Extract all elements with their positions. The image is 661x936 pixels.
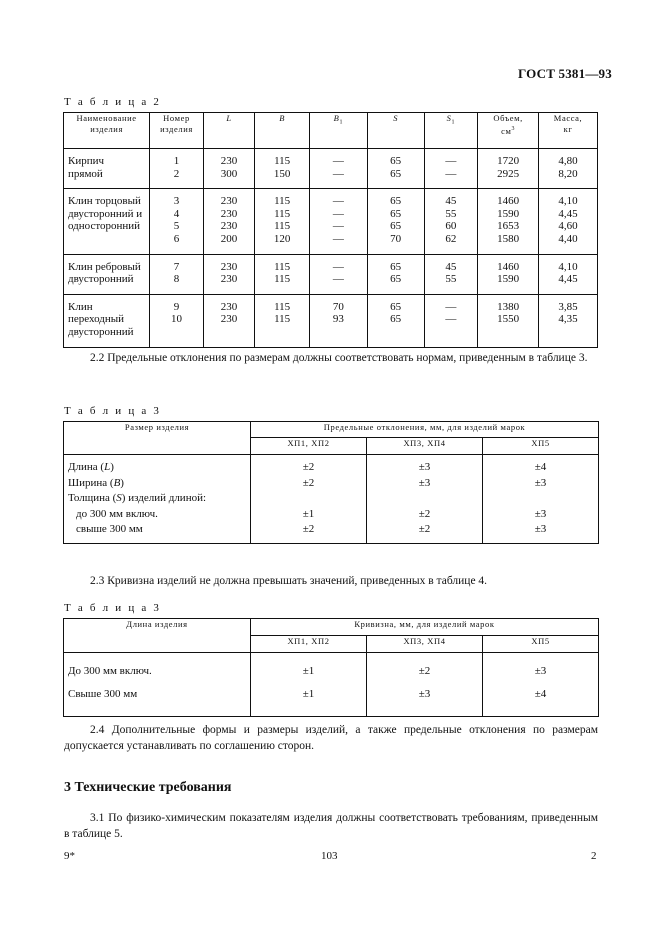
- product-name-line: Клин торцовый: [68, 195, 141, 208]
- cell-value: 2: [173, 167, 180, 180]
- cell-value: 1380: [497, 300, 520, 313]
- cell-value: 115: [274, 207, 291, 220]
- table2-header-row: [64, 113, 598, 149]
- cell-value: 62: [445, 232, 457, 245]
- cell-value: 45: [445, 260, 457, 273]
- table-row: [64, 294, 598, 347]
- size-labels: [64, 455, 251, 544]
- deviation-value: ±4: [534, 461, 547, 473]
- cell-value: 4,10: [558, 195, 578, 208]
- product-name-line: Клин: [68, 300, 93, 313]
- cell-value: 55: [445, 207, 457, 220]
- curvature-value: ±3: [418, 688, 431, 700]
- document-code: ГОСТ 5381—93: [518, 66, 612, 81]
- product-name-line: Клин ребровый: [68, 260, 141, 273]
- cell-value: 120: [273, 232, 291, 245]
- cell-value: 115: [274, 313, 291, 326]
- paragraph-2-2: 2.2 Предельные отклонения по размерам должны соответствовать нормам, приведенным в таблице 3.: [90, 352, 588, 364]
- cell-value: —: [332, 232, 344, 245]
- cell-value: 150: [273, 167, 291, 180]
- col-header-number: Номер изделия: [150, 113, 204, 149]
- table-cell: [478, 189, 539, 254]
- grade-header-3: ХП5: [483, 438, 599, 455]
- table-cell: [367, 254, 424, 294]
- cell-value: 230: [220, 313, 238, 326]
- footer-left-mark: 9*: [64, 850, 75, 862]
- col-header-mass: Масса, кг: [539, 113, 598, 149]
- cell-value: —: [332, 207, 344, 220]
- cell-value: 65: [390, 207, 402, 220]
- cell-value: 7: [173, 260, 180, 273]
- deviation-value: [251, 491, 366, 507]
- grade-header-2: ХП3, ХП4: [367, 636, 483, 653]
- cell-value: 1720: [497, 155, 520, 167]
- cell-value: 93: [332, 313, 344, 326]
- length-label: До 300 мм включ.: [68, 665, 152, 677]
- table-cell: [309, 189, 367, 254]
- table-cell: [424, 189, 478, 254]
- table-cell: [309, 294, 367, 347]
- table-cell: [424, 254, 478, 294]
- table-row: [64, 254, 598, 294]
- table-row: [64, 189, 598, 254]
- col-header-volume: Объем, $см^3$: [478, 113, 539, 149]
- cell-value: 1653: [497, 220, 520, 233]
- cell-value: —: [332, 260, 344, 273]
- cell-value: 115: [274, 155, 291, 167]
- col-header-length: Длина изделия: [126, 619, 188, 629]
- table3-caption: Т а б л и ц а 3: [64, 405, 162, 417]
- product-name: [64, 189, 150, 254]
- cell-value: 4,45: [558, 207, 578, 220]
- cell-value: 200: [220, 232, 238, 245]
- cell-value: 4,40: [558, 232, 578, 245]
- cell-value: 230: [220, 260, 238, 273]
- cell-value: 6: [173, 232, 180, 245]
- deviation-value: ±2: [302, 476, 315, 489]
- curvature-value: ±1: [302, 688, 315, 700]
- size-label: до 300 мм включ.: [76, 507, 158, 520]
- cell-value: 230: [220, 220, 238, 233]
- table-cell: [255, 294, 310, 347]
- table-cell: [309, 149, 367, 189]
- cell-value: 115: [274, 220, 291, 233]
- col-header-curvature: Кривизна, мм, для изделий марок: [251, 619, 599, 636]
- cell-value: —: [332, 167, 344, 180]
- curvature-cell: [251, 653, 367, 717]
- product-name-line: Кирпич: [68, 155, 105, 167]
- cell-value: 4: [173, 207, 180, 220]
- table3: [63, 421, 599, 544]
- cell-value: 1590: [497, 207, 520, 220]
- cell-value: —: [332, 155, 344, 167]
- cell-value: 65: [390, 260, 402, 273]
- table-cell: [539, 149, 598, 189]
- table4-caption: Т а б л и ц а 3: [64, 602, 162, 614]
- paragraph-3-1: 3.1 По физико-химическим показателям изделия должны соответствовать требованиям, приведенным в таблице 5.: [64, 812, 598, 840]
- cell-value: 65: [390, 155, 402, 167]
- cell-value: 65: [390, 273, 402, 286]
- cell-value: 9: [173, 300, 180, 313]
- table-cell: [309, 254, 367, 294]
- curvature-value: ±2: [418, 665, 431, 677]
- grade-header-1: ХП1, ХП2: [251, 636, 367, 653]
- cell-value: 45: [445, 195, 457, 208]
- cell-value: 4,80: [558, 155, 578, 167]
- length-label: Свыше 300 мм: [68, 688, 138, 700]
- cell-value: 4,35: [558, 313, 578, 326]
- cell-value: —: [445, 155, 457, 167]
- cell-value: 115: [274, 260, 291, 273]
- col-header-size: Размер изделия: [124, 422, 190, 432]
- table-cell: [478, 254, 539, 294]
- deviation-value: ±2: [302, 523, 315, 536]
- deviation-cell: [483, 455, 599, 544]
- cell-value: 1: [173, 155, 180, 167]
- cell-value: 1550: [497, 313, 520, 326]
- cell-value: 3: [173, 195, 180, 208]
- product-name-line: двусторонний: [68, 325, 134, 338]
- table-row: [64, 653, 599, 717]
- cell-value: 10: [170, 313, 182, 326]
- table-row: [64, 149, 598, 189]
- deviation-value: ±1: [302, 507, 315, 520]
- cell-value: 1460: [497, 195, 520, 208]
- table-cell: [150, 189, 204, 254]
- cell-value: 230: [220, 195, 238, 208]
- cell-value: 4,60: [558, 220, 578, 233]
- cell-value: 5: [173, 220, 180, 233]
- product-name: [64, 149, 150, 189]
- table-row: [64, 455, 599, 544]
- table-cell: [203, 294, 255, 347]
- deviation-value: ±2: [418, 507, 431, 520]
- col-header-L: L: [203, 113, 255, 149]
- col-header-S1: $S_1$: [424, 113, 478, 149]
- cell-value: 8: [173, 273, 180, 286]
- table-cell: [478, 149, 539, 189]
- curvature-value: ±1: [302, 665, 315, 677]
- product-name-line: двусторонний и: [68, 207, 143, 220]
- table-cell: [255, 189, 310, 254]
- size-label: Ширина (B): [68, 476, 124, 489]
- table-cell: [203, 254, 255, 294]
- table-cell: [539, 254, 598, 294]
- size-label: свыше 300 мм: [76, 523, 143, 536]
- table-cell: [367, 189, 424, 254]
- grade-header-2: ХП3, ХП4: [367, 438, 483, 455]
- product-name-line: прямой: [68, 167, 103, 180]
- table-cell: [150, 254, 204, 294]
- section-3-title: 3 Технические требования: [64, 780, 232, 795]
- length-labels: [64, 653, 251, 717]
- table4: [63, 618, 599, 717]
- product-name-line: односторонний: [68, 220, 141, 233]
- table-cell: [539, 189, 598, 254]
- cell-value: 65: [390, 313, 402, 326]
- deviation-value: ±3: [418, 476, 431, 489]
- deviation-cell: [251, 455, 367, 544]
- cell-value: 65: [390, 300, 402, 313]
- size-label: Толщина (S) изделий длиной:: [68, 492, 207, 505]
- table-cell: [424, 149, 478, 189]
- table-cell: [367, 149, 424, 189]
- cell-value: —: [445, 167, 457, 180]
- cell-value: 230: [220, 207, 238, 220]
- cell-value: 65: [390, 167, 402, 180]
- cell-value: —: [445, 300, 457, 313]
- deviation-value: ±3: [534, 523, 547, 536]
- cell-value: —: [332, 220, 344, 233]
- table-cell: [203, 149, 255, 189]
- curvature-value: ±4: [534, 688, 547, 700]
- cell-value: 1580: [497, 232, 520, 245]
- col-header-name: Наименование изделия: [76, 113, 137, 134]
- col-header-S: S: [367, 113, 424, 149]
- product-name-line: переходный: [68, 313, 125, 326]
- deviation-value: ±2: [418, 523, 431, 536]
- cell-value: 8,20: [558, 167, 578, 180]
- table-cell: [539, 294, 598, 347]
- deviation-value: ±3: [418, 461, 431, 473]
- cell-value: 3,85: [558, 300, 578, 313]
- col-header-B1: $B_1$: [309, 113, 367, 149]
- cell-value: 55: [445, 273, 457, 286]
- product-name: [64, 294, 150, 347]
- deviation-value: [483, 491, 598, 507]
- cell-value: 1460: [497, 260, 520, 273]
- cell-value: —: [332, 273, 344, 286]
- deviation-value: [367, 491, 482, 507]
- table2: [63, 112, 598, 348]
- grade-header-3: ХП5: [483, 636, 599, 653]
- curvature-cell: [483, 653, 599, 717]
- sheet-number: 2: [591, 850, 597, 862]
- page-number: 103: [321, 850, 338, 862]
- table-cell: [150, 149, 204, 189]
- table-cell: [150, 294, 204, 347]
- deviation-value: ±2: [302, 461, 315, 473]
- cell-value: —: [445, 313, 457, 326]
- cell-value: 230: [220, 155, 238, 167]
- curvature-cell: [367, 653, 483, 717]
- size-label: Длина (L): [68, 461, 114, 473]
- paragraph-2-4: 2.4 Дополнительные формы и размеры изделий, а также предельные отклонения по размерам допускается устанавливать по соглашению сторон.: [64, 724, 598, 752]
- cell-value: 70: [390, 232, 402, 245]
- cell-value: 2925: [497, 167, 520, 180]
- table-cell: [478, 294, 539, 347]
- col-header-B: B: [255, 113, 310, 149]
- product-name-line: двусторонний: [68, 273, 134, 286]
- product-name: [64, 254, 150, 294]
- deviation-value: ±3: [534, 507, 547, 520]
- col-header-deviations: Предельные отклонения, мм, для изделий марок: [251, 422, 599, 438]
- cell-value: 115: [274, 300, 291, 313]
- paragraph-2-3: 2.3 Кривизна изделий не должна превышать значений, приведенных в таблице 4.: [90, 575, 488, 587]
- table2-caption: Т а б л и ц а 2: [64, 96, 162, 108]
- cell-value: 300: [220, 167, 238, 180]
- table-cell: [367, 294, 424, 347]
- table-cell: [255, 149, 310, 189]
- cell-value: 65: [390, 195, 402, 208]
- grade-header-1: ХП1, ХП2: [251, 438, 367, 455]
- cell-value: 1590: [497, 273, 520, 286]
- table-cell: [424, 294, 478, 347]
- deviation-cell: [367, 455, 483, 544]
- cell-value: 115: [274, 195, 291, 208]
- cell-value: 4,45: [558, 273, 578, 286]
- cell-value: 60: [445, 220, 457, 233]
- table-cell: [203, 189, 255, 254]
- deviation-value: ±3: [534, 476, 547, 489]
- curvature-value: ±3: [534, 665, 547, 677]
- cell-value: 230: [220, 300, 238, 313]
- cell-value: 230: [220, 273, 238, 286]
- cell-value: 115: [274, 273, 291, 286]
- cell-value: 70: [332, 300, 344, 313]
- table-cell: [255, 254, 310, 294]
- cell-value: 4,10: [558, 260, 578, 273]
- cell-value: 65: [390, 220, 402, 233]
- cell-value: —: [332, 195, 344, 208]
